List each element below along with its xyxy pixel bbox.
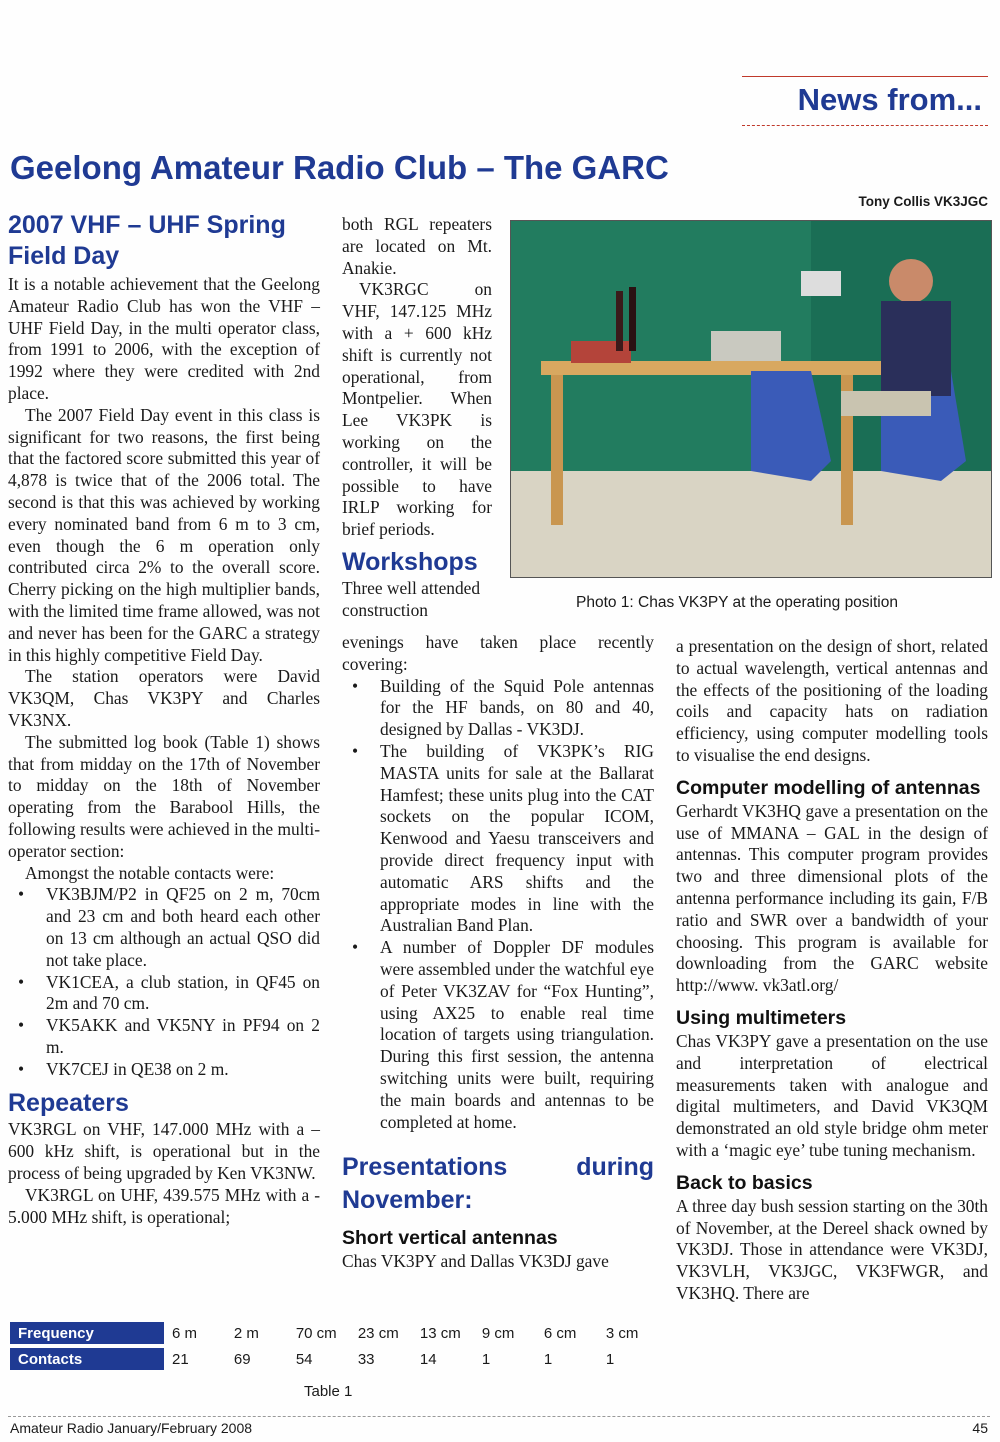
list-item: • Building of the Squid Pole antennas for the HF bands, on 80 and 40, designed by Dallas - VK3DJ. [342, 676, 654, 741]
section-title-field-day: 2007 VHF – UHF Spring Field Day [8, 211, 286, 270]
list-item: • VK7CEJ in QE38 on 2 m. [8, 1059, 320, 1081]
table-cell: 1 [481, 1350, 491, 1368]
banner-text: News from... [797, 82, 982, 117]
table-cell: 1 [543, 1350, 553, 1368]
workshops-list [342, 676, 654, 1134]
list-item: • The building of VK3PK’s RIG MASTA units for sale at the Ballarat Hamfest; these units plug into the CAT sockets on the popular ICOM, Kenwood and Yaesu transceivers and provide direct frequency input with automatic ARS shifts and the appropriate modes in line with the Australian Band Plan. [342, 741, 654, 937]
paragraph: The 2007 Field Day event in this class is significant for two reasons, the first being that the factored score submitted this year of 4,878 is twice that of the 2006 total. The second is that this was achieved by working every nominated band from 6 m to 3 cm, even though the 6 m operation only contributed circa 2% to the overall score. Cherry picking on the high multiplier bands, with the limited time frame allowed, was not and never has been for the GARC a strategy in this highly competitive Field Day. [8, 404, 320, 665]
paragraph: VK3RGL on UHF, 439.575 MHz with a - 5.000 MHz shift, is operational; [8, 1184, 320, 1227]
photo-operating-position [510, 220, 992, 578]
subsection-title-short-vertical: Short vertical antennas [342, 1227, 558, 1250]
paragraph: Amongst the notable contacts were: [25, 862, 275, 883]
results-grid [10, 1318, 660, 1374]
table-cell: 21 [171, 1350, 189, 1368]
section-title-repeaters: Repeaters [8, 1089, 129, 1118]
table-cell: 23 cm [357, 1324, 399, 1342]
table-row-contacts [10, 1348, 660, 1370]
row-label: Contacts [10, 1348, 164, 1370]
photo-illustration [511, 221, 991, 577]
paragraph: Chas VK3PY and Dallas VK3DJ gave [342, 1251, 609, 1272]
subsection-title-multimeters: Using multimeters [676, 1006, 847, 1029]
paragraph: A three day bush session starting on the 30th of November, at the Dereel shack owned by VK3DJ. Those in attendance were VK3DJ, VK3VLH, VK3JGC, VK3FWGR, and VK3HQ. There are [676, 1195, 988, 1303]
table-cell: 69 [233, 1350, 251, 1368]
table-cell: 33 [357, 1350, 375, 1368]
paragraph: evenings have taken place recently covering: [342, 632, 654, 674]
results-table [10, 1318, 660, 1374]
paragraph: Chas VK3PY gave a presentation on the use and interpretation of electrical measurements taken with analogue and digital multimeters, and David VK3QM demonstrated an old style bridge ohm meter with a ‘magic eye’ tube tuning mechanism. [676, 1030, 988, 1160]
paragraph: It is a notable achievement that the Geelong Amateur Radio Club has won the VHF – UHF Field Day, in the multi operator class, from 1991 to 2006, with the exception of 1992 where they were credited with 2nd place. [8, 274, 320, 403]
list-item: • VK1CEA, a club station, in QF45 on 2m and 70 cm. [8, 972, 320, 1016]
row-label: Frequency [10, 1322, 164, 1344]
paragraph: Gerhardt VK3HQ gave a presentation on the use of MMANA – GAL in the design of antennas. This computer program provides two and three dimensional plots of the antenna performance including its gain, F/B ratio and SWR over a bandwidth of your choosing. This program is available for downloading from the GARC website http://www. vk3atl.org/ [676, 800, 988, 996]
byline: Tony Collis VK3JGC [858, 194, 988, 209]
footer-divider [8, 1416, 990, 1417]
table-row-frequency [10, 1322, 660, 1344]
table-cell: 1 [605, 1350, 615, 1368]
table-cell: 6 cm [543, 1324, 577, 1342]
table-cell: 6 m [171, 1324, 197, 1342]
table-cell: 2 m [233, 1324, 259, 1342]
subsection-title-computer-modelling: Computer modelling of antennas [676, 776, 981, 799]
table-caption: Table 1 [304, 1383, 353, 1400]
table-cell: 14 [419, 1350, 437, 1368]
paragraph: The submitted log book (Table 1) shows that from midday on the 17th of November to midday on the 18th of November operating from the Barabool Hills, the following results were achieved in the multi-operator section: [8, 731, 320, 861]
table-cell: 13 cm [419, 1324, 461, 1342]
section-banner [742, 76, 988, 126]
column-2-lower [342, 632, 654, 1273]
list-item: • VK5AKK and VK5NY in PF94 on 2 m. [8, 1015, 320, 1059]
list-item: • A number of Doppler DF modules were assembled under the watchful eye of Peter VK3ZAV for “Fox Hunting”, using AX25 to enable real time location of targets using triangulation. During this first session, the antenna switching units were built, requiring the main boards and antennas to be completed at home. [342, 937, 654, 1133]
paragraph: both RGL repeaters are located on Mt. Anakie. [342, 214, 492, 278]
photo-caption: Photo 1: Chas VK3PY at the operating position [576, 594, 898, 611]
subsection-title-back-to-basics: Back to basics [676, 1171, 813, 1194]
column-2 [342, 214, 492, 622]
table-cell: 9 cm [481, 1324, 515, 1342]
table-cell: 70 cm [295, 1324, 337, 1342]
paragraph: VK3RGC on VHF, 147.125 MHz with a + 600 kHz shift is currently not operational, from Montpelier. When Lee VK3PK is working on the controller, it will be possible to have IRLP working for brief periods. [342, 279, 492, 540]
section-title-presentations: Presentations during November: [342, 1153, 654, 1215]
list-item: • VK3BJM/P2 in QF25 on 2 m, 70cm and 23 cm and both heard each other on 13 cm although an actual QSO did not take place. [8, 884, 320, 971]
page-number: 45 [972, 1420, 988, 1436]
table-cell: 54 [295, 1350, 313, 1368]
footer-publication: Amateur Radio January/February 2008 [10, 1420, 253, 1436]
section-title-workshops: Workshops [342, 547, 478, 576]
paragraph: a presentation on the design of short, related to actual wavelength, vertical antennas and the effects of the positioning of the loading coils and capacity hats on radiation efficiency, using computer modelling tools to visualise the end designs. [676, 636, 988, 765]
paragraph: The station operators were David VK3QM, Chas VK3PY and Charles VK3NX. [8, 666, 320, 730]
page-title: Geelong Amateur Radio Club – The GARC [10, 149, 669, 186]
paragraph: VK3RGL on VHF, 147.000 MHz with a – 600 kHz shift, is operational but in the process of being upgraded by Ken VK3NW. [8, 1119, 320, 1184]
column-1 [8, 210, 320, 1228]
contacts-list [8, 884, 320, 1080]
column-3 [676, 636, 988, 1305]
paragraph: Three well attended construction [342, 577, 481, 620]
table-cell: 3 cm [605, 1324, 639, 1342]
